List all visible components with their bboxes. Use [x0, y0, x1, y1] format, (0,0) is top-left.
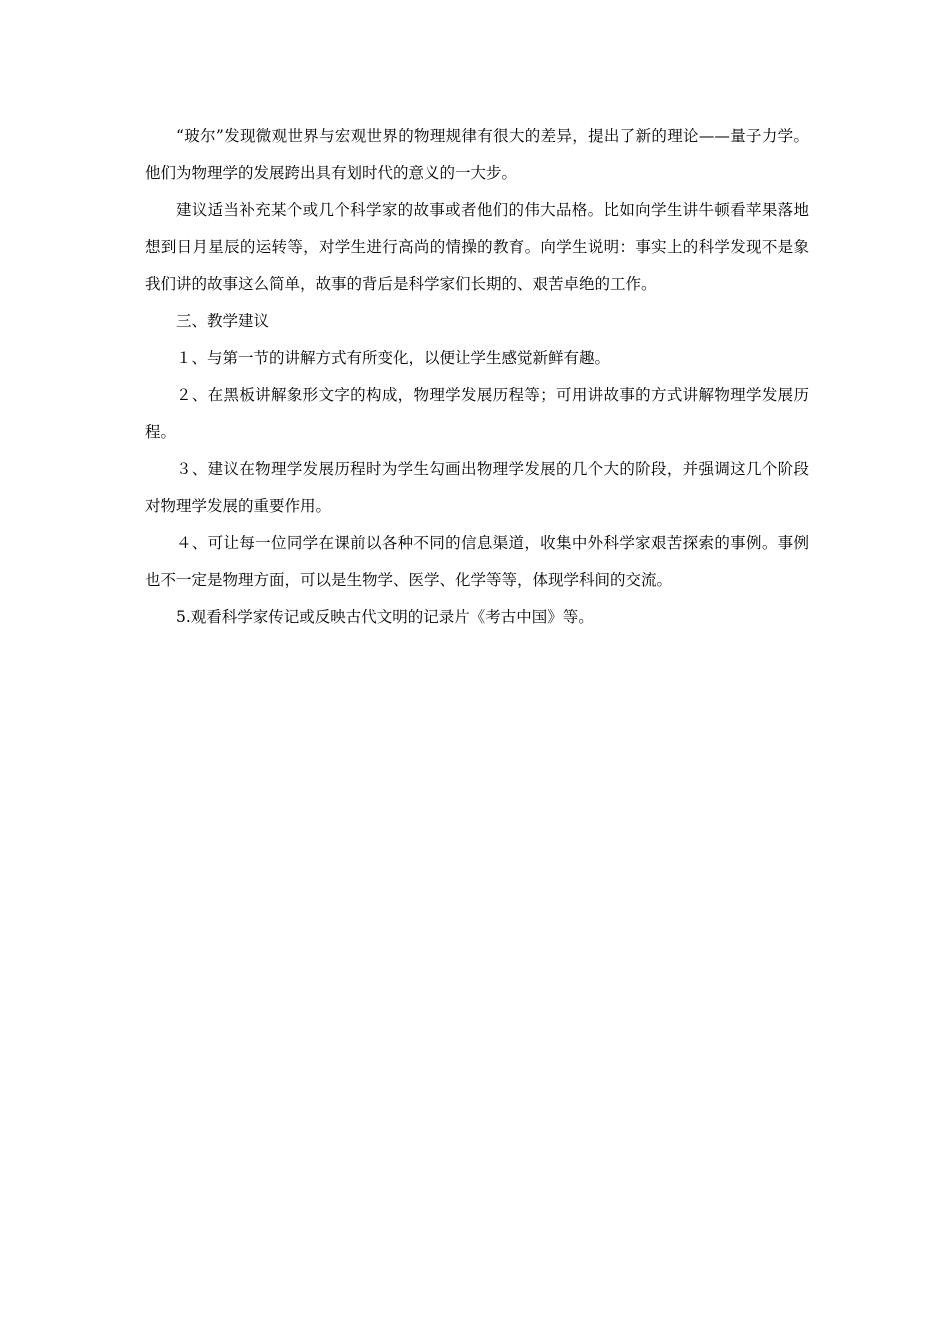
section-heading-teaching-suggestions: 三、教学建议	[176, 312, 270, 330]
paragraph-bohr-quantum: “玻尔”发现微观世界与宏观世界的物理规律有很大的差异，提出了新的理论——量子力学。他们为物理学的发展跨出具有划时代的意义的一大步。	[145, 127, 809, 182]
suggestion-item-4: ４、可让每一位同学在课前以各种不同的信息渠道，收集中外科学家艰苦探索的事例。事例也不一定是物理方面，可以是生物学、医学、化学等等，体现学科间的交流。	[145, 534, 809, 589]
paragraph-scientist-stories: 建议适当补充某个或几个科学家的故事或者他们的伟大品格。比如向学生讲牛顿看苹果落地想到日月星辰的运转等，对学生进行高尚的情操的教育。向学生说明：事实上的科学发现不是象我们讲的故事这么简单，故事的背后是科学家们长期的、艰苦卓绝的工作。	[145, 201, 809, 293]
suggestion-item-1: １、与第一节的讲解方式有所变化，以便让学生感觉新鲜有趣。	[176, 349, 611, 367]
suggestion-item-5: 5.观看科学家传记或反映古代文明的记录片《考古中国》等。	[176, 608, 594, 626]
document-body	[145, 118, 809, 636]
suggestion-item-2: ２、在黑板讲解象形文字的构成，物理学发展历程等；可用讲故事的方式讲解物理学发展历程。	[145, 386, 809, 441]
suggestion-item-3: ３、建议在物理学发展历程时为学生勾画出物理学发展的几个大的阶段，并强调这几个阶段对物理学发展的重要作用。	[145, 460, 809, 515]
